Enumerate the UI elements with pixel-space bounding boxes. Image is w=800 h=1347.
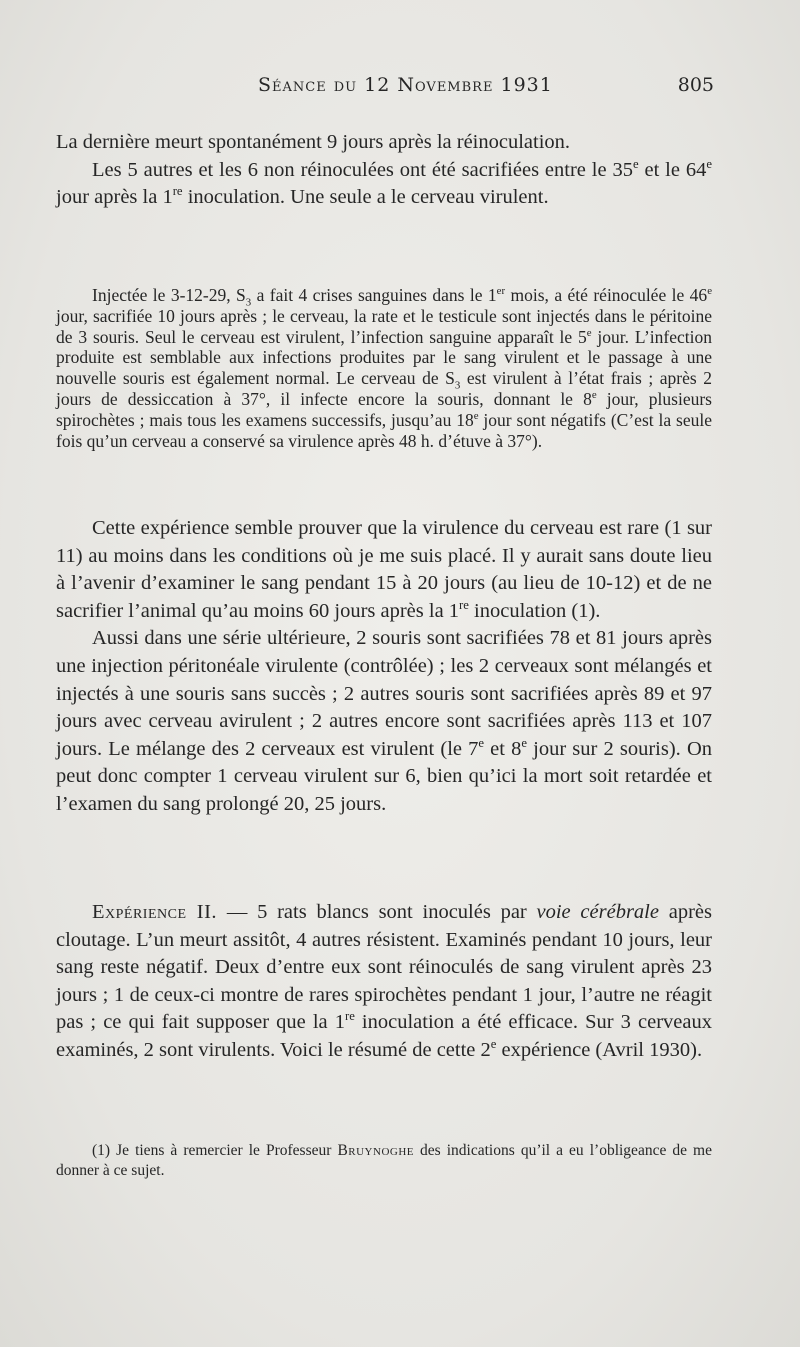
- footnote-text: (1) Je tiens à remercier le Professeur Bruynoghe des indications qu’il a eu l’obligeance de me donner à ce sujet.: [56, 1142, 712, 1179]
- protocol-note: [56, 285, 712, 451]
- intro-paragraph-1: La dernière meurt spontanément 9 jours après la réinoculation.: [56, 131, 571, 153]
- discussion-paragraph-1: Cette expérience semble prouver que la virulence du cerveau est rare (1 sur 11) au moins dans les conditions où je me suis placé. Il y aurait sans doute lieu à l’avenir d’examiner le sang pendant 15 à 20 jours (au lieu de 10-12) et de ne sacrifier l’animal qu’au moins 60 jours après la 1re inoculation (1).: [56, 517, 712, 622]
- intro-paragraphs: [56, 129, 712, 212]
- discussion-paragraphs: [56, 515, 712, 819]
- page-number: 805: [677, 74, 714, 96]
- footnote: [56, 1141, 712, 1180]
- experiment-2-heading: Expérience II.: [92, 901, 218, 923]
- experiment-2-paragraph: Expérience II. — 5 rats blancs sont inoculés par voie cérébrale après cloutage. L’un meurt assitôt, 4 autres résistent. Examinés pendant 10 jours, leur sang reste négatif. Deux d’entre eux sont réinoculés de sang virulent après 23 jours ; 1 de ceux-ci montre de rares spirochètes pendant 1 jour, l’autre ne réagit pas ; ce qui fait supposer que la 1re inoculation a été efficace. Sur 3 cerveaux examinés, 2 sont virulents. Voici le résumé de cette 2e expérience (Avril 1930).: [56, 901, 712, 1061]
- running-title: Séance du 12 Novembre 1931: [258, 74, 553, 96]
- discussion-paragraph-2: Aussi dans une série ultérieure, 2 souris sont sacrifiées 78 et 81 jours après une injection péritonéale virulente (contrôlée) ; les 2 cerveaux sont mélangés et injectés à une souris sans succès ; 2 autres souris sont sacrifiées après 89 et 97 jours avec cerveau avirulent ; 2 autres encore sont sacrifiées après 113 et 107 jours. Le mélange des 2 cerveaux est virulent (le 7e et 8e jour sur 2 souris). On peut donc compter 1 cerveau virulent sur 6, bien qu’ici la mort soit retardée et l’examen du sang prolongé 20, 25 jours.: [56, 627, 713, 815]
- experiment-2-section: [56, 899, 712, 1065]
- intro-paragraph-2: Les 5 autres et les 6 non réinoculées ont été sacrifiées entre le 35e et le 64e jour après la 1re inoculation. Une seule a le cerveau virulent.: [56, 156, 712, 209]
- protocol-paragraph: Injectée le 3-12-29, $S_3$ a fait 4 crises sanguines dans le 1er mois, a été réinoculée le 46e jour, sacrifiée 10 jours après ; le cerveau, la rate et le testicule sont injectés dans le péritoine de 3 souris. Seul le cerveau est virulent, l’infection sanguine apparaît le 5e jour. L’infection produite est semblable aux infections produites par le sang virulent et le passage à une nouvelle souris est également normal. Le cerveau de $S_3$ est virulent à l’état frais ; après 2 jours de dessiccation à 37°, il infecte encore la souris, donnant le 8e jour, plusieurs spirochètes ; mais tous les examens successifs, jusqu’au 18e jour sont négatifs (C’est la seule fois qu’un cerveau a conservé sa virulence après 48 h. d’étuve à 37°).: [56, 285, 713, 451]
- page-header: [58, 74, 714, 106]
